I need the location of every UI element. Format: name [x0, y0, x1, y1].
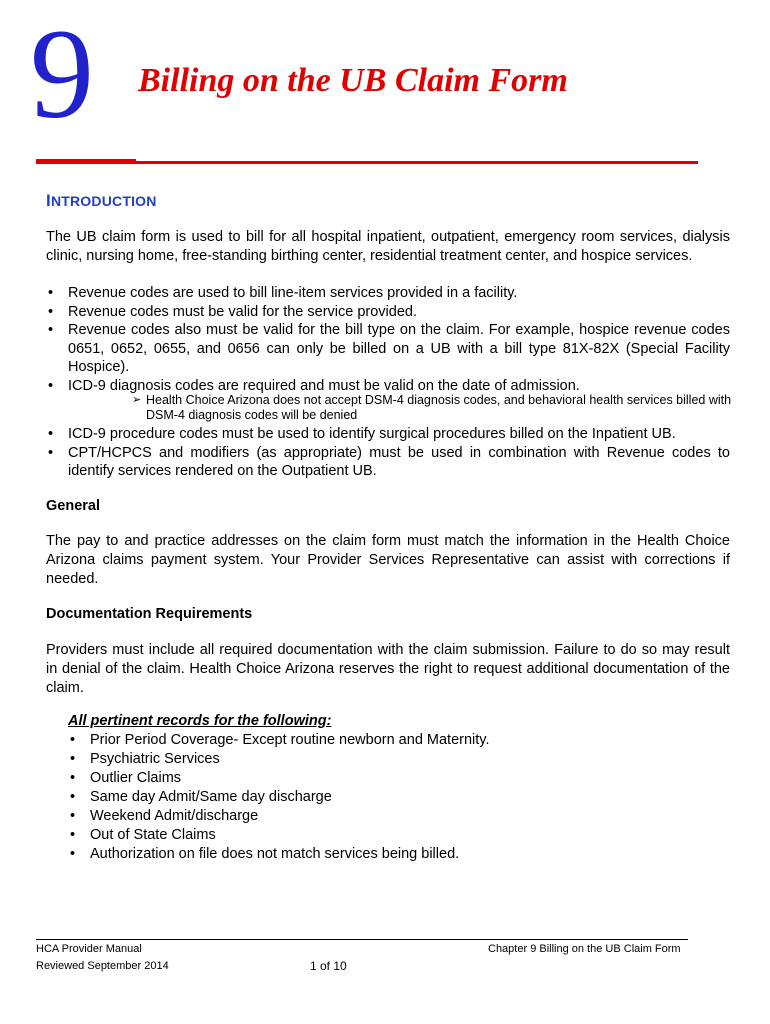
list-item-text: Out of State Claims: [90, 827, 216, 843]
list-item: [46, 444, 730, 481]
introduction-heading: [46, 191, 157, 211]
list-item-text: ICD-9 diagnosis codes are required and must be valid on the date of admission.: [68, 377, 580, 394]
bullet-icon: •: [70, 789, 76, 805]
list-item: [68, 788, 708, 807]
bullet-icon: •: [70, 846, 76, 862]
documentation-heading: Documentation Requirements: [46, 606, 253, 622]
bullet-icon: •: [48, 444, 54, 461]
list-item-text: ICD-9 procedure codes must be used to identify surgical procedures billed on the Inpatient UB.: [68, 426, 676, 442]
list-item: [68, 826, 708, 845]
introduction-paragraph: The UB claim form is used to bill for all hospital inpatient, outpatient, emergency room services, dialysis clinic, nursing home, free-standing birthing center, residential treatment center, and hospice services.: [46, 229, 730, 264]
general-paragraph: The pay to and practice addresses on the claim form must match the information in the Health Choice Arizona claims payment system. Your Provider Services Representative can assist with corrections if needed.: [46, 533, 730, 587]
introduction-bullet-list-1: [46, 284, 730, 395]
introduction-heading-rest: NTRODUCTION: [50, 193, 157, 209]
chapter-number: 9: [30, 3, 94, 145]
bullet-icon: •: [70, 751, 76, 767]
list-item: [46, 284, 730, 303]
list-item-text: Authorization on file does not match services being billed.: [90, 846, 460, 862]
list-item: [46, 303, 730, 322]
list-item: [46, 425, 730, 444]
bullet-icon: •: [70, 808, 76, 824]
list-item-text: Prior Period Coverage- Except routine newborn and Maternity.: [90, 732, 490, 748]
bullet-icon: •: [48, 426, 54, 442]
bullet-icon: •: [48, 285, 54, 301]
general-heading: General: [46, 498, 100, 514]
pertinent-records-list: [68, 731, 708, 864]
list-item-text: Revenue codes also must be valid for the bill type on the claim. For example, hospice revenue codes 0651, 0652, 0655, and 0656 can only be billed on a UB with a bill type 81X-82X (Special Facility Hospice).: [68, 322, 730, 375]
introduction-heading-initial: I: [46, 191, 51, 210]
sub-bullet-text: Health Choice Arizona does not accept DSM-4 diagnosis codes, and behavioral health services billed with DSM-4 diagnosis codes will be denied: [146, 393, 732, 422]
list-item-text: Same day Admit/Same day discharge: [90, 789, 332, 805]
introduction-bullet-list-2: [46, 425, 730, 481]
bullet-icon: •: [70, 827, 76, 843]
list-item-text: Revenue codes must be valid for the service provided.: [68, 303, 417, 320]
bullet-icon: •: [70, 770, 76, 786]
footer-manual-name: HCA Provider Manual: [36, 943, 142, 955]
arrow-bullet-icon: ➢: [132, 394, 142, 406]
list-item-text: Weekend Admit/discharge: [90, 808, 259, 824]
title-rule: [36, 161, 698, 164]
bullet-icon: •: [48, 322, 54, 338]
footer-page-number: 1 of 10: [310, 959, 347, 973]
chapter-title: Billing on the UB Claim Form: [138, 62, 568, 99]
list-item-text: CPT/HCPCS and modifiers (as appropriate) must be used in combination with Revenue codes to identify services rendered on the Outpatient UB.: [68, 444, 730, 479]
list-item-text: Outlier Claims: [90, 770, 182, 786]
bullet-icon: •: [48, 303, 54, 320]
documentation-paragraph: Providers must include all required documentation with the claim submission. Failure to do so may result in denial of the claim. Health Choice Arizona reserves the right to request additional documentation of the claim.: [46, 642, 730, 696]
bullet-icon: •: [48, 377, 54, 394]
list-item: [68, 769, 708, 788]
bullet-icon: •: [70, 732, 76, 748]
list-item: [68, 731, 708, 750]
list-item: [46, 321, 730, 377]
list-item-text: Psychiatric Services: [90, 751, 220, 767]
list-item: [68, 750, 708, 769]
list-item: [68, 807, 708, 826]
sub-bullet-dsm4: [132, 393, 736, 423]
footer-reviewed-date: Reviewed September 2014: [36, 960, 169, 972]
list-item: [68, 845, 708, 864]
footer-chapter-label: Chapter 9 Billing on the UB Claim Form: [488, 943, 681, 955]
list-item-text: Revenue codes are used to bill line-item services provided in a facility.: [68, 285, 518, 301]
footer-rule: [36, 939, 688, 940]
pertinent-records-heading: All pertinent records for the following:: [68, 713, 332, 729]
